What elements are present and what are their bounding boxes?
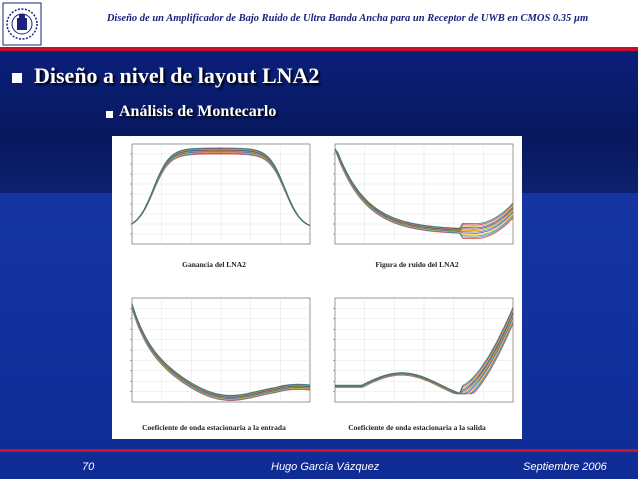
presentation-title: Diseño de un Amplificador de Bajo Ruido de Ultra Banda Ancha para un Receptor de UWB en CMOS 0.35 µm (106, 13, 589, 24)
caption-vswr-input: Coeficiente de onda estacionaria a la entrada (142, 423, 286, 432)
caption-vswr-output: Coeficiente de onda estacionaria a la salida (348, 423, 486, 432)
slide-heading: Diseño a nivel de layout LNA2 (34, 63, 320, 88)
university-seal-icon (2, 2, 42, 46)
caption-noise-figure: Figura de ruido del LNA2 (375, 260, 459, 269)
bullet-square-icon (12, 73, 22, 83)
sub-bullet-square-icon (106, 111, 113, 118)
plot-vswr-input (114, 294, 314, 416)
footer-date: Septiembre 2006 (523, 461, 607, 473)
footer-divider (0, 449, 638, 452)
figure-panel (112, 136, 522, 439)
plot-gain (114, 140, 314, 258)
caption-gain: Ganancia del LNA2 (182, 260, 246, 269)
footer-author: Hugo García Vázquez (271, 461, 380, 473)
slide-subheading: Análisis de Montecarlo (119, 103, 277, 120)
plot-vswr-output (317, 294, 517, 416)
plot-noise-figure (317, 140, 517, 258)
page-number: 70 (82, 461, 95, 473)
header-bar (0, 0, 638, 48)
